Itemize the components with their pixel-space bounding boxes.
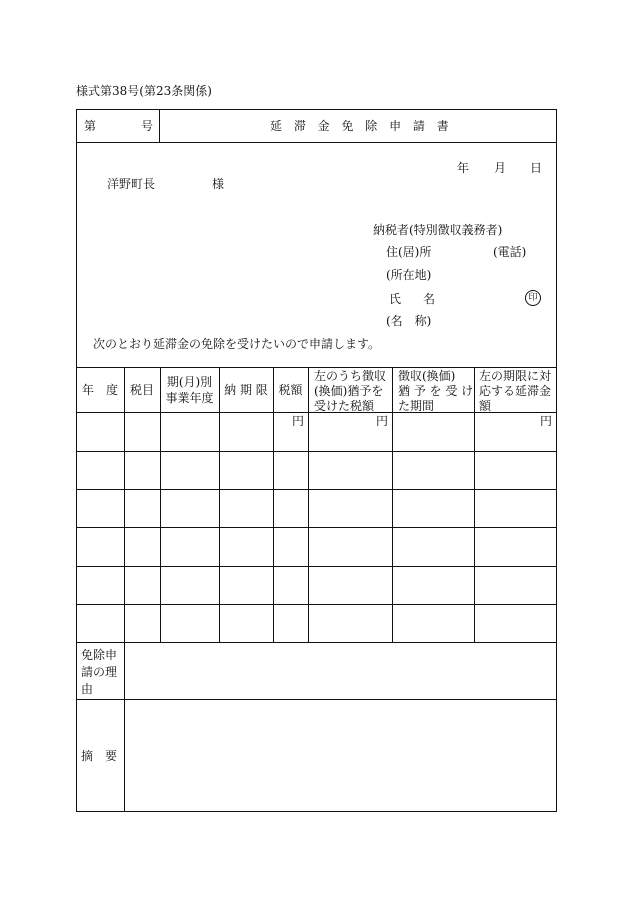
header-period2-line3: た期間 — [398, 399, 435, 413]
header-year: 年 度 — [81, 383, 118, 397]
header-divider — [76, 142, 557, 143]
col-divider-period2 — [474, 367, 475, 643]
col-divider-deferred — [392, 367, 393, 643]
reason-label-line1: 免除申 — [81, 648, 118, 662]
phone-label: (電話) — [493, 245, 527, 259]
header-late-line1: 左の期限に対 — [479, 369, 552, 383]
table-bottom-line — [76, 642, 557, 643]
date-day: 日 — [530, 161, 543, 175]
header-deferred-line3: 受けた税額 — [314, 399, 375, 413]
unit-yen-amount: 円 — [292, 414, 305, 428]
border-bottom — [76, 811, 557, 812]
col-divider-year — [124, 367, 125, 812]
applicant-role: 納税者(特別徴収義務者) — [373, 223, 503, 237]
reason-bottom-line — [76, 699, 557, 700]
table-row-line — [76, 604, 557, 605]
address-label: 住(居)所 — [386, 245, 432, 259]
number-label-suffix: 号 — [141, 119, 154, 133]
header-period-line1: 期(月)別 — [166, 375, 213, 389]
reason-label-line2: 請の理 — [81, 665, 118, 679]
header-period-line2: 事業年度 — [165, 391, 214, 405]
name-label-first: 氏 — [389, 292, 402, 306]
table-row-line — [76, 489, 557, 490]
date-month: 月 — [494, 161, 507, 175]
col-divider-due — [273, 367, 274, 643]
header-tax-item: 税目 — [129, 383, 154, 397]
header-late-line3: 額 — [479, 399, 492, 413]
col-divider-amount — [308, 367, 309, 643]
date-year: 年 — [457, 161, 470, 175]
location-label: (所在地) — [386, 268, 432, 282]
border-right — [556, 109, 557, 812]
header-period2-line1: 徴収(換価) — [398, 369, 456, 383]
application-statement: 次のとおり延滞金の免除を受けたいので申請します。 — [93, 337, 381, 351]
seal-mark: 印 — [525, 290, 541, 306]
unit-yen-deferred: 円 — [376, 414, 389, 428]
col-divider-period — [219, 367, 220, 643]
title-label: (名 称) — [386, 314, 432, 328]
border-top — [76, 109, 557, 110]
header-due: 納 期 限 — [224, 383, 268, 397]
remarks-label: 摘 要 — [81, 749, 118, 763]
unit-yen-late: 円 — [540, 414, 553, 428]
header-period2-line2: 猶 予 を 受 け — [398, 384, 474, 398]
table-row-line — [76, 527, 557, 528]
form-title: 延 滞 金 免 除 申 請 書 — [270, 119, 453, 133]
header-late-line2: 応する延滞金 — [479, 384, 552, 398]
reason-label-line3: 由 — [81, 682, 94, 696]
border-left — [76, 109, 77, 812]
header-amount: 税額 — [278, 383, 303, 397]
header-deferred-line1: 左のうち徴収 — [314, 369, 387, 383]
addressee-name: 洋野町長 — [107, 177, 156, 191]
header-col-divider — [159, 109, 160, 143]
table-row-line — [76, 566, 557, 567]
header-deferred-line2: (換価)猶予を — [314, 384, 384, 398]
col-divider-tax-item — [160, 367, 161, 643]
name-label-second: 名 — [423, 292, 436, 306]
form-number: 様式第38号(第23条関係) — [76, 84, 212, 98]
table-row-line — [76, 451, 557, 452]
number-label-first: 第 — [84, 119, 97, 133]
addressee-honorific: 様 — [212, 177, 225, 191]
